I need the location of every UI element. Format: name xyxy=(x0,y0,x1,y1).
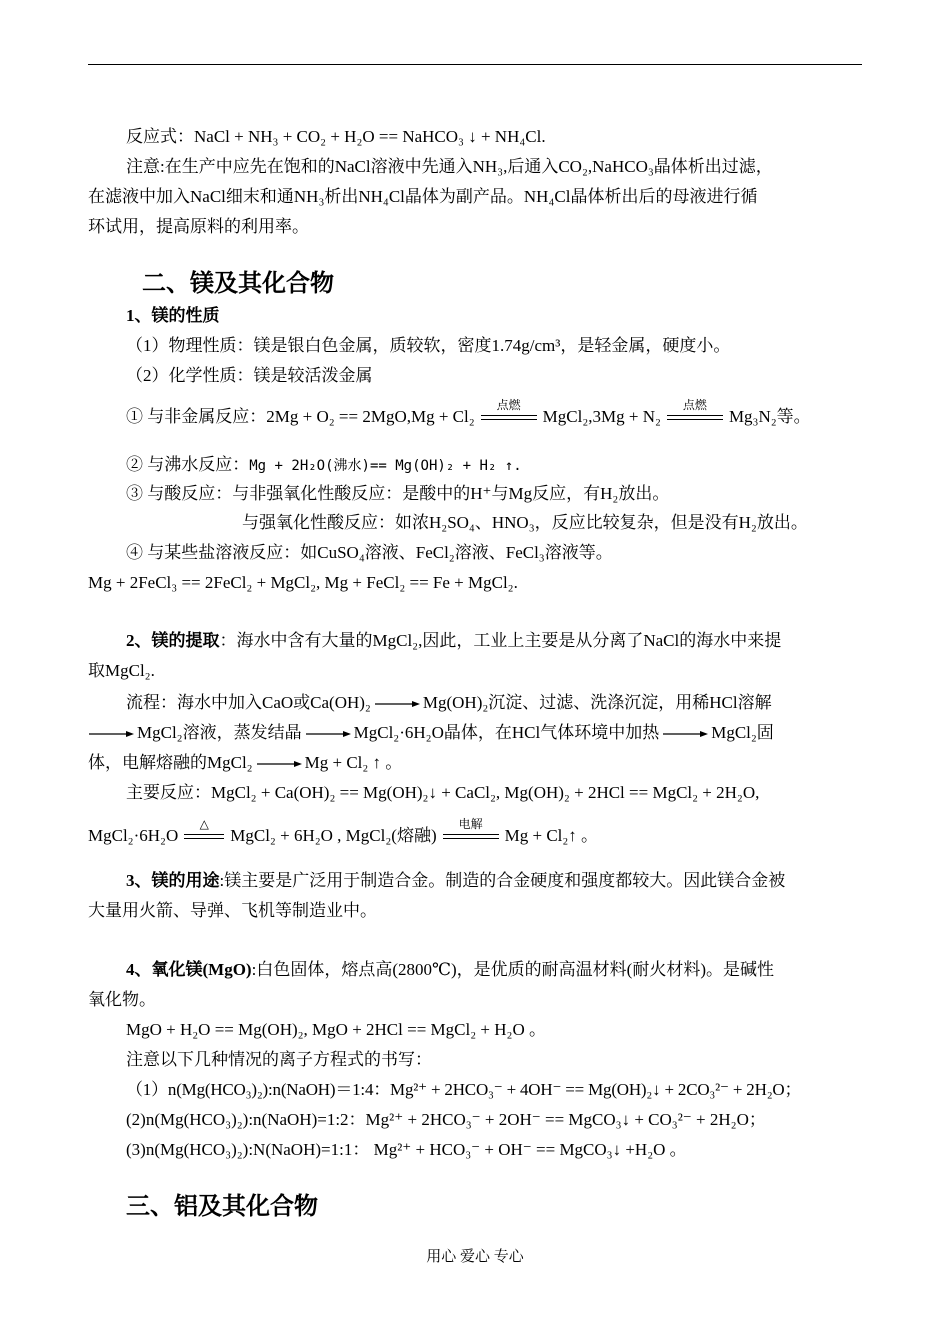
extraction-text: ：海水中含有大量的MgCl₂,因此，工业上主要是从分离了NaCl的海水中来提 xyxy=(219,631,782,650)
arrow-right-icon xyxy=(305,729,351,739)
process-step-4: MgCl₂·6H₂O晶体，在HCl气体环境中加热 xyxy=(353,723,660,742)
section-heading-magnesium: 二、镁及其化合物 xyxy=(142,271,334,297)
reaction-nonmetal-part-2: MgCl₂,3Mg + N₂ xyxy=(542,407,661,426)
reaction-nonmetal-part-3: Mg₃N₂等。 xyxy=(728,407,811,426)
reaction-acid: ③ 与酸反应：与非强氧化性酸反应：是酸中的H⁺与Mg反应，有H₂放出。 xyxy=(126,484,670,503)
heat-condition xyxy=(184,817,224,841)
arrow-right-icon xyxy=(256,759,302,769)
mgo-reactions: MgO + H₂O == Mg(OH)₂, MgO + 2HCl == MgCl₂ + H₂O 。 xyxy=(126,1020,546,1039)
main-reactions-2 xyxy=(88,817,864,846)
reaction-boiling-water-equation: Mg + 2H₂O(沸水)== Mg(OH)₂ + H₂ ↑. xyxy=(249,458,522,474)
mgo-text: :白色固体，熔点高(2800℃)，是优质的耐高温材料(耐火材料)。是碱性 xyxy=(251,960,774,979)
page-footer: 用心 爱心 专心 xyxy=(426,1249,524,1265)
note-line-3: 环试用，提高原料的利用率。 xyxy=(88,217,309,236)
subheading-properties: 1、镁的性质 xyxy=(126,306,220,325)
ignite-label-2: 点燃 xyxy=(682,398,707,412)
process-line-3 xyxy=(88,753,864,773)
ignite-condition-2 xyxy=(667,398,723,422)
uses-text: :镁主要是广泛用于制造合金。制造的合金硬度和强度都较大。因此镁合金被 xyxy=(219,871,786,890)
process-line-2 xyxy=(88,723,864,743)
main-reactions-2-part-1: MgCl₂·6H₂O xyxy=(88,826,179,845)
reaction-boiling-water-label: ② 与沸水反应： xyxy=(126,455,250,474)
heat-label: △ xyxy=(199,817,209,831)
mgo-line-1 xyxy=(126,960,864,980)
header-rule xyxy=(88,64,862,65)
subheading-mgo: 4、氧化镁(MgO) xyxy=(126,960,252,979)
arrow-right-icon xyxy=(88,729,134,739)
physical-properties: （1）物理性质：镁是银白色金属，质较软，密度1.74g/cm³，是轻金属，硬度小。 xyxy=(126,336,731,355)
main-reactions-2-part-2: MgCl₂ + 6H₂O , MgCl₂(熔融) xyxy=(230,826,437,845)
process-line-1 xyxy=(126,693,864,713)
uses-line-1 xyxy=(126,871,864,891)
reaction-salt: ④ 与某些盐溶液反应：如CuSO₄溶液、FeCl₂溶液、FeCl₃溶液等。 xyxy=(126,543,613,562)
reaction-nonmetal xyxy=(126,398,864,427)
ionic-note: 注意以下几种情况的离子方程式的书写： xyxy=(126,1050,432,1069)
ionic-case-1: （1）n(Mg(HCO₃)₂):n(NaOH)＝1:4：Mg²⁺ + 2HCO₃⁻ + 4OH⁻ == Mg(OH)₂↓ + 2CO₃²⁻ + 2H₂O； xyxy=(126,1080,802,1099)
electrolysis-condition xyxy=(443,817,499,841)
process-step-6: 体，电解熔融的MgCl₂ xyxy=(88,753,253,772)
note-line-2: 在滤液中加入NaCl细末和通NH₃析出NH₄Cl晶体为副产品。NH₄Cl晶体析出后的母液进行循 xyxy=(88,187,758,206)
arrow-right-icon xyxy=(374,699,420,709)
reaction-line: 反应式：NaCl + NH₃ + CO₂ + H₂O == NaHCO₃ ↓ + NH₄Cl. xyxy=(126,127,546,146)
process-step-5: MgCl₂固 xyxy=(711,723,774,742)
uses-line-2: 大量用火箭、导弹、飞机等制造业中。 xyxy=(88,901,377,920)
subheading-uses: 3、镁的用途 xyxy=(126,871,220,890)
main-reactions-2-part-3: Mg + Cl₂↑ 。 xyxy=(504,826,599,845)
ionic-case-3: (3)n(Mg(HCO₃)₂):N(NaOH)=1:1： Mg²⁺ + HCO₃⁻ + OH⁻ == MgCO₃↓ +H₂O 。 xyxy=(126,1140,687,1159)
process-step-7: Mg + Cl₂ ↑ 。 xyxy=(304,753,403,772)
main-reactions-1: 主要反应：MgCl₂ + Ca(OH)₂ == Mg(OH)₂↓ + CaCl₂, Mg(OH)₂ + 2HCl == MgCl₂ + 2H₂O, xyxy=(126,783,760,802)
chemical-properties: （2）化学性质：镁是较活泼金属 xyxy=(126,366,373,385)
reaction-boiling-water xyxy=(126,455,864,476)
extraction-line-1 xyxy=(126,631,864,651)
process-step-3: MgCl₂溶液，蒸发结晶 xyxy=(137,723,302,742)
note-line-1: 注意:在生产中应先在饱和的NaCl溶液中先通入NH₃,后通入CO₂,NaHCO₃晶体析出过滤， xyxy=(126,157,773,176)
section-heading-aluminum: 三、铝及其化合物 xyxy=(126,1194,318,1220)
reaction-nonmetal-part-1: ① 与非金属反应：2Mg + O₂ == 2MgO,Mg + Cl₂ xyxy=(126,407,475,426)
ionic-case-2: (2)n(Mg(HCO₃)₂):n(NaOH)=1:2：Mg²⁺ + 2HCO₃⁻ + 2OH⁻ == MgCO₃↓ + CO₃²⁻ + 2H₂O； xyxy=(126,1110,766,1129)
ignite-label-1: 点燃 xyxy=(496,398,521,412)
ignite-condition-1 xyxy=(481,398,537,422)
arrow-right-icon xyxy=(662,729,708,739)
process-step-2: Mg(OH)₂沉淀、过滤、洗涤沉淀，用稀HCl溶解 xyxy=(422,693,772,712)
process-step-1: 流程：海水中加入CaO或Ca(OH)₂ xyxy=(126,693,371,712)
subheading-extraction: 2、镁的提取 xyxy=(126,631,220,650)
mgo-line-2: 氧化物。 xyxy=(88,990,156,1009)
extraction-line-2: 取MgCl₂. xyxy=(88,661,155,680)
reaction-oxidizing-acid: 与强氧化性酸反应：如浓H₂SO₄、HNO₃，反应比较复杂，但是没有H₂放出。 xyxy=(242,513,808,532)
electrolysis-label: 电解 xyxy=(458,817,483,831)
reaction-salt-equations: Mg + 2FeCl₃ == 2FeCl₂ + MgCl₂, Mg + FeCl₂ == Fe + MgCl₂. xyxy=(88,573,518,592)
